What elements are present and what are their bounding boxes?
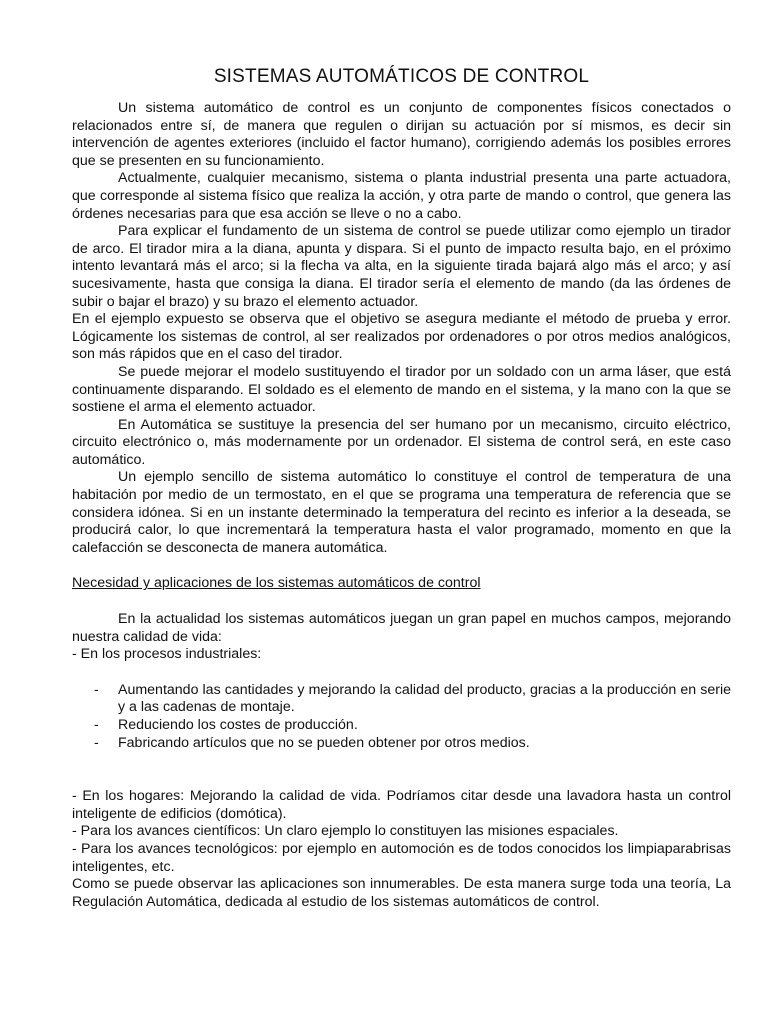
document-page [72,66,731,911]
section-heading: Necesidad y aplicaciones de los sistemas automáticos de control [72,575,481,592]
paragraph-homes: - En los hogares: Mejorando la calidad de vida. Podríamos citar desde una lavadora hasta un control inteligente de edificios (domótica). [72,788,731,822]
document-title: SISTEMAS AUTOMÁTICOS DE CONTROL [213,66,590,87]
list-item [72,717,731,735]
spacer [72,752,731,788]
bullet-text: Aumentando las cantidades y mejorando la calidad del producto, gracias a la producción en serie y a las cadenas de montaje. [118,681,731,716]
spacer [72,593,731,611]
paragraph-conclusion: Como se puede observar las aplicaciones son innumerables. De esta manera surge toda una teoría, La Regulación Automática, dedicada al estudio de los sistemas automáticos de control. [72,876,731,910]
industrial-label: - En los procesos industriales: [72,646,262,663]
paragraph-science: - Para los avances científicos: Un claro ejemplo lo constituyen las misiones espaciales. [72,823,619,840]
paragraph-automation: En Automática se sustituye la presencia del ser humano por un mecanismo, circuito eléctrico, circuito electrónico o, más modernamente por un ordenador. El sistema de control será, en este caso automático. [72,416,731,468]
bullet-text: Fabricando artículos que no se pueden obtener por otros medios. [118,734,530,751]
bullet-dash: - [94,734,99,751]
section-intro: En la actualidad los sistemas automáticos juegan un gran papel en muchos campos, mejorando nuestra calidad de vida: [72,611,731,645]
paragraph-thermostat: Un ejemplo sencillo de sistema automático lo constituye el control de temperatura de una habitación por medio de un termostato, en el que se programa una temperatura de referencia que se considera idónea. Si en un instante determinado la temperatura del recinto es inferior a la deseada, se producirá calor, lo que incrementará la temperatura hasta el valor programado, momento en que la calefacción se desconecta de manera automática. [72,469,731,556]
paragraph-archer-example: Para explicar el fundamento de un sistema de control se puede utilizar como ejemplo un tirador de arco. El tirador mira a la diana, apunta y dispara. Si el punto de impacto resulta bajo, en el próximo intento levantará más el arco; si la flecha va alta, en la siguiente tirada bajará algo más el arco; y así sucesivamente, hasta que consiga la diana. El tirador sería el elemento de mando (da las órdenes de subir o bajar el brazo) y su brazo el elemento actuador. [72,223,731,310]
paragraph-trial-error: En el ejemplo expuesto se observa que el objetivo se asegura mediante el método de prueba y error. Lógicamente los sistemas de control, al ser realizados por ordenadores o por otros medios analógicos, son más rápidos que en el caso del tirador. [72,311,731,363]
bullet-dash: - [94,717,99,733]
list-item [72,735,731,753]
bullet-text: Reduciendo los costes de producción. [118,717,358,733]
bullet-dash: - [94,681,99,698]
paragraph-technology: - Para los avances tecnológicos: por ejemplo en automoción es de todos conocidos los limpiaparabrisas inteligentes, etc. [72,840,731,875]
spacer [72,557,731,575]
paragraph-definition: Un sistema automático de control es un conjunto de componentes físicos conectados o relacionados entre sí, de manera que regulen o dirijan su actuación por sí mismos, es decir sin intervención de agentes exteriores (incluido el factor humano), corrigiendo además los posibles errores que se presenten en su funcionamiento. [72,100,731,169]
paragraph-parts: Actualmente, cualquier mecanismo, sistema o planta industrial presenta una parte actuadora, que corresponde al sistema físico que realiza la acción, y otra parte de mando o control, que genera las órdenes necesarias para que esa acción se lleve o no a cabo. [72,170,731,222]
list-item [72,682,731,717]
spacer [72,664,731,682]
paragraph-laser-soldier: Se puede mejorar el modelo sustituyendo el tirador por un soldado con un arma láser, que está continuamente disparando. El soldado es el elemento de mando en el sistema, y la mano con la que se sostiene el arma el elemento actuador. [72,363,731,416]
industrial-bullet-list [72,682,731,752]
